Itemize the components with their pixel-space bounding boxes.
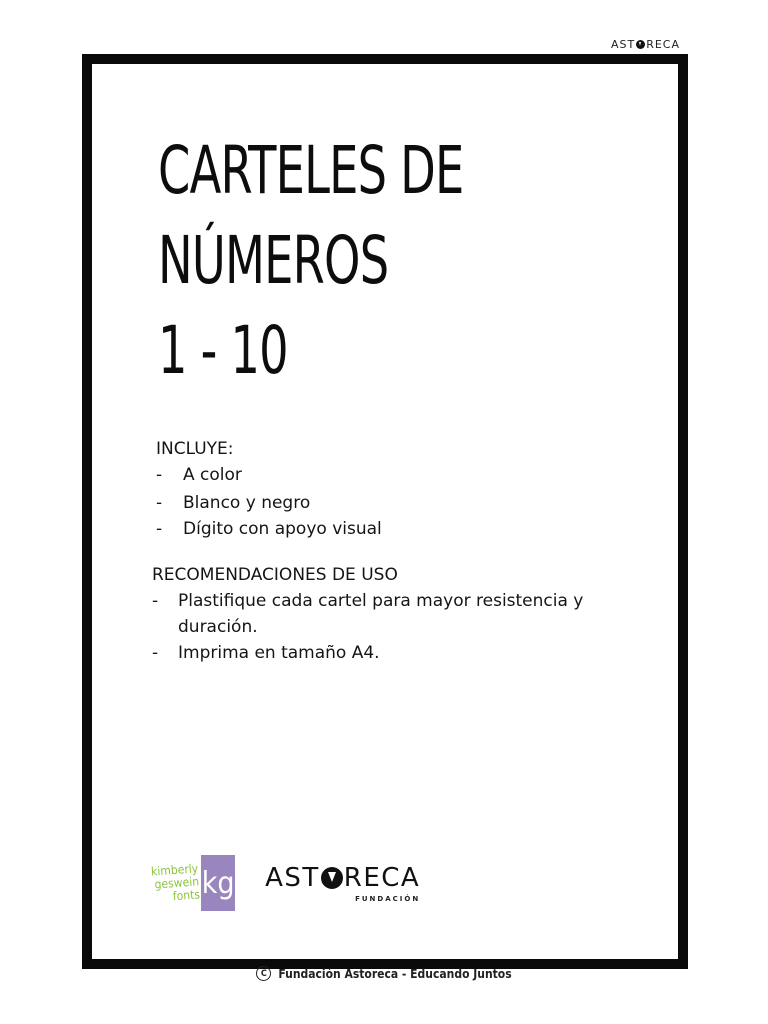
list-item: - Dígito con apoyo visual <box>156 516 622 542</box>
list-item: - A color <box>156 462 622 488</box>
recommendations-list <box>152 588 622 666</box>
kimberly-geswein-fonts-logo: kimberly geswein fonts kg <box>152 854 235 912</box>
includes-item-text: A color <box>183 465 242 485</box>
header-brand-logo <box>611 38 680 51</box>
includes-section <box>152 436 622 542</box>
recommendation-item-text: Plastifique cada cartel para mayor resistencia y duración. <box>178 591 584 637</box>
recommendations-heading: RECOMENDACIONES DE USO <box>152 565 398 585</box>
title-line-3: 1 - 10 <box>158 312 288 389</box>
content-block <box>152 436 622 666</box>
header-brand-right: RECA <box>646 38 680 51</box>
includes-list <box>156 462 622 542</box>
list-item: - Plastifique cada cartel para mayor resistencia y duración. <box>152 588 622 640</box>
includes-item-text: Blanco y negro <box>183 493 311 513</box>
astoreca-subtitle: FUNDACIÓN <box>355 895 421 903</box>
recommendations-section <box>152 562 622 666</box>
logos-row <box>152 854 420 912</box>
kg-mark: kg <box>201 855 235 911</box>
footer <box>0 966 768 981</box>
recommendation-item-text: Imprima en tamaño A4. <box>178 643 380 663</box>
title-line-2: NÚMEROS <box>158 222 389 299</box>
includes-item-text: Dígito con apoyo visual <box>183 519 382 539</box>
title-line-1: CARTELES DE <box>158 132 464 209</box>
includes-heading: INCLUYE: <box>156 439 234 459</box>
astoreca-logo: AST RECA FUNDACIÓN <box>265 863 421 903</box>
header-brand-left: AST <box>610 38 636 51</box>
list-item: - Blanco y negro <box>156 490 622 516</box>
copyright-icon: C <box>256 966 271 981</box>
astoreca-o-icon <box>636 40 645 49</box>
footer-text: Fundación Astoreca - Educando Juntos <box>278 966 512 981</box>
page-title <box>158 126 464 396</box>
poster-frame <box>82 54 688 969</box>
astoreca-o-icon <box>321 867 343 889</box>
list-item: - Imprima en tamaño A4. <box>152 640 622 666</box>
